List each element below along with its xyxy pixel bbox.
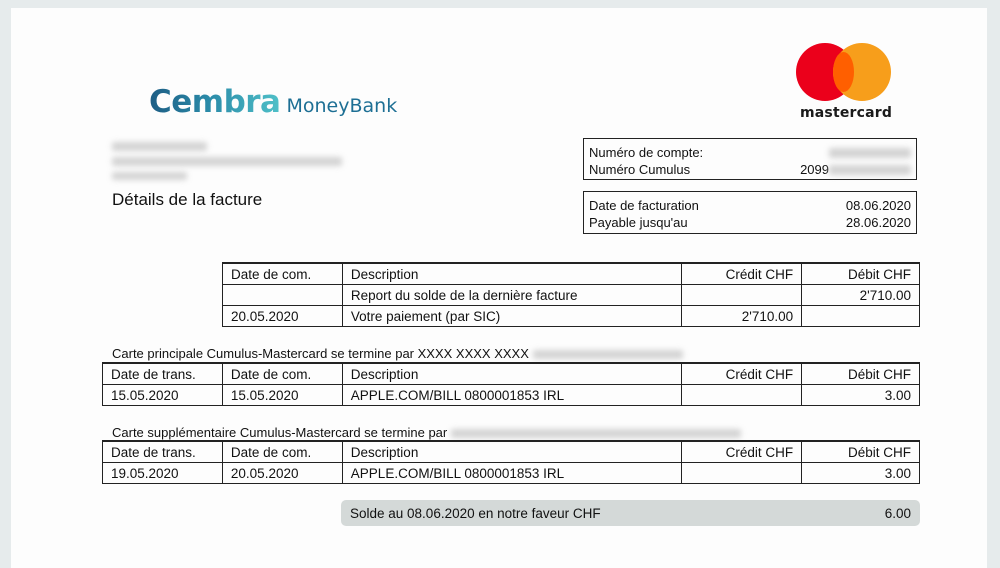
cell-credit bbox=[682, 463, 802, 484]
redacted-extra-card-holder bbox=[451, 429, 741, 438]
redacted-main-card-holder bbox=[533, 350, 683, 359]
account-number-label: Numéro de compte: bbox=[589, 145, 704, 160]
header-date-com: Date de com. bbox=[223, 263, 343, 285]
cell-credit bbox=[682, 385, 802, 406]
table-header-row bbox=[223, 263, 920, 285]
header-date-com: Date de com. bbox=[222, 441, 342, 463]
payable-date-label: Payable jusqu'au bbox=[589, 215, 688, 230]
cell-description: Report du solde de la dernière facture bbox=[342, 285, 681, 306]
header-date-com: Date de com. bbox=[222, 363, 342, 385]
account-info-box bbox=[583, 138, 917, 180]
cell-description: APPLE.COM/BILL 0800001853 IRL bbox=[342, 463, 682, 484]
header-description: Description bbox=[342, 263, 681, 285]
header-date-trans: Date de trans. bbox=[103, 363, 223, 385]
cell-description: Votre paiement (par SIC) bbox=[342, 306, 681, 327]
balance-value: 6.00 bbox=[884, 505, 911, 521]
cembra-logo bbox=[149, 84, 397, 120]
table-row bbox=[223, 285, 920, 306]
header-date-trans: Date de trans. bbox=[103, 441, 223, 463]
cell-date-com: 15.05.2020 bbox=[222, 385, 342, 406]
payable-date-row bbox=[584, 214, 916, 231]
cell-credit: 2'710.00 bbox=[682, 306, 802, 327]
table-header-row bbox=[103, 441, 920, 463]
billing-date-value: 08.06.2020 bbox=[845, 198, 911, 213]
cell-credit bbox=[682, 285, 802, 306]
redacted-address-line-3 bbox=[112, 172, 187, 180]
cell-date-com: 20.05.2020 bbox=[223, 306, 343, 327]
cell-description: APPLE.COM/BILL 0800001853 IRL bbox=[342, 385, 682, 406]
summary-table bbox=[222, 262, 920, 327]
header-debit: Débit CHF bbox=[802, 263, 920, 285]
balance-bar bbox=[341, 500, 920, 526]
cumulus-value: 2099 bbox=[800, 162, 829, 177]
cell-date-trans: 19.05.2020 bbox=[103, 463, 223, 484]
extra-card-caption-text: Carte supplémentaire Cumulus-Mastercard se termine par bbox=[112, 425, 448, 440]
document-title: Détails de la facture bbox=[112, 190, 263, 209]
mastercard-logo bbox=[796, 43, 896, 125]
extra-card-table bbox=[102, 440, 920, 484]
cell-date-com: 20.05.2020 bbox=[222, 463, 342, 484]
cell-debit: 3.00 bbox=[802, 385, 920, 406]
billing-date-label: Date de facturation bbox=[589, 198, 699, 213]
redacted-address-line-2 bbox=[112, 157, 342, 166]
cell-debit bbox=[802, 306, 920, 327]
payable-date-value: 28.06.2020 bbox=[845, 215, 911, 230]
balance-label: Solde au 08.06.2020 en notre faveur CHF bbox=[350, 505, 601, 521]
main-card-table bbox=[102, 362, 920, 406]
header-description: Description bbox=[342, 441, 682, 463]
mastercard-overlap bbox=[833, 52, 854, 92]
mastercard-wordmark: mastercard bbox=[800, 105, 893, 121]
table-header-row bbox=[103, 363, 920, 385]
header-description: Description bbox=[342, 363, 682, 385]
table-row bbox=[103, 463, 920, 484]
main-card-caption-text: Carte principale Cumulus-Mastercard se termine par XXXX XXXX XXXX bbox=[112, 346, 529, 361]
account-number-row bbox=[584, 144, 916, 161]
logo-cembra-text: Cembra bbox=[149, 84, 281, 120]
table-row bbox=[223, 306, 920, 327]
table-row bbox=[103, 385, 920, 406]
cumulus-label: Numéro Cumulus bbox=[589, 162, 691, 177]
header-debit: Débit CHF bbox=[802, 363, 920, 385]
cell-debit: 3.00 bbox=[802, 463, 920, 484]
header-credit: Crédit CHF bbox=[682, 263, 802, 285]
logo-moneybank-text: MoneyBank bbox=[286, 95, 398, 117]
cumulus-number-row bbox=[584, 161, 916, 178]
redacted-account-number bbox=[829, 148, 911, 158]
billing-dates-box bbox=[583, 191, 917, 234]
header-credit: Crédit CHF bbox=[682, 441, 802, 463]
billing-date-row bbox=[584, 197, 916, 214]
cumulus-value-wrap bbox=[800, 161, 911, 178]
redacted-address-line-1 bbox=[112, 142, 207, 151]
cell-date-com bbox=[223, 285, 343, 306]
extra-card-caption bbox=[112, 425, 741, 440]
header-credit: Crédit CHF bbox=[682, 363, 802, 385]
cell-debit: 2'710.00 bbox=[802, 285, 920, 306]
header-debit: Débit CHF bbox=[802, 441, 920, 463]
cell-date-trans: 15.05.2020 bbox=[103, 385, 223, 406]
main-card-caption bbox=[112, 346, 683, 361]
redacted-cumulus-digits bbox=[829, 165, 911, 175]
